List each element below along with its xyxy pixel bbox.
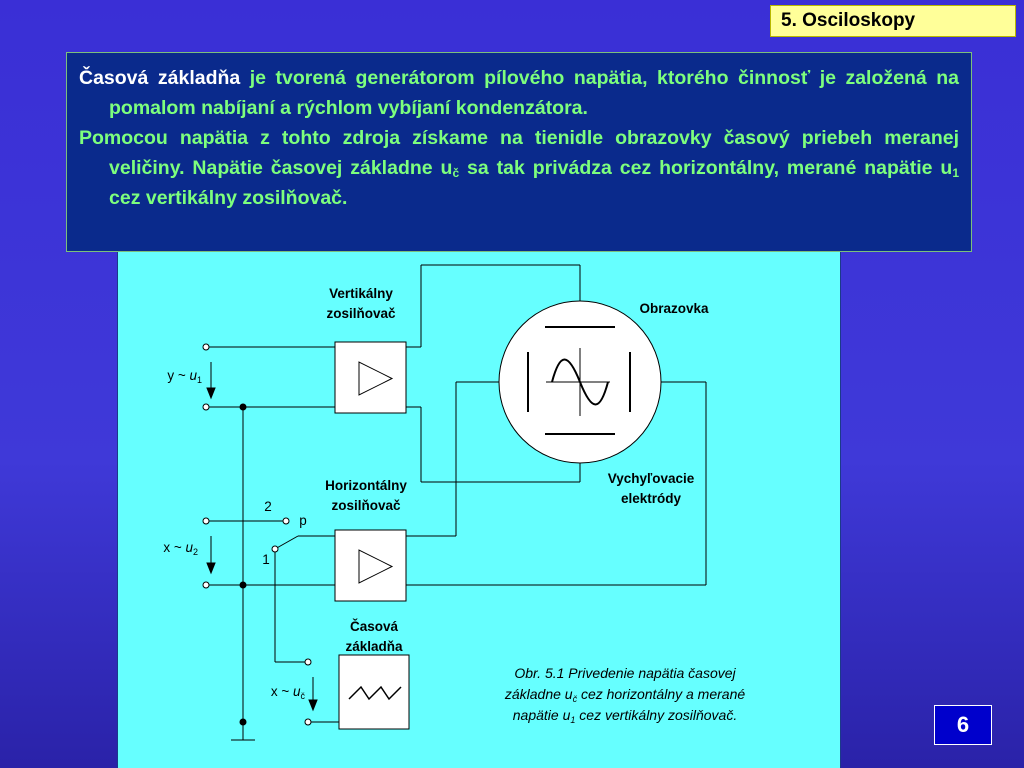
switch-position-2: 2 (264, 499, 272, 514)
switch-position-1: 1 (262, 552, 270, 567)
text-box (66, 52, 972, 252)
label-timebase-1: Časová (349, 619, 399, 634)
label-horizontal-amp-1: Horizontálny (325, 478, 407, 493)
paragraph-1-text: je tvorená generátorom pílového napätia, ktorého činnosť je založená na pomalom nabíjaní a rýchlom vybíjaní kondenzátora. (109, 67, 959, 119)
timebase-generator (339, 655, 409, 729)
caption-line-2: základne $u_č$ cez horizontálny a merané (504, 686, 746, 704)
input-y-label: y ~ $u_1$ (167, 368, 202, 385)
horizontal-amplifier (335, 530, 406, 601)
input-timebase-label: x ~ $u_č$ (270, 684, 305, 701)
label-vertical-amp-1: Vertikálny (329, 286, 393, 301)
paragraph-2 (79, 123, 959, 213)
terminals (203, 344, 311, 725)
label-timebase-2: základňa (345, 639, 403, 654)
switch-label: p (299, 513, 307, 528)
vertical-amplifier (335, 342, 406, 413)
term-timebase: Časová základňa (79, 67, 241, 89)
oscilloscope-block-diagram (118, 252, 842, 768)
caption-line-3: napätie $u_1$ cez vertikálny zosilňovač. (512, 707, 738, 725)
paragraph-2-text-b: sa tak privádza cez horizontálny, merané napätie u (459, 157, 953, 179)
label-screen: Obrazovka (639, 301, 709, 316)
diagram-panel (117, 252, 841, 768)
section-label: 5. Osciloskopy (770, 5, 1016, 37)
label-horizontal-amp-2: zosilňovač (331, 498, 401, 513)
paragraph-1 (79, 63, 959, 123)
caption-line-1: Obr. 5.1 Privedenie napätia časovej (514, 665, 736, 681)
label-vertical-amp-2: zosilňovač (326, 306, 396, 321)
input-x-label: x ~ $u_2$ (163, 540, 198, 557)
label-deflection-2: elektródy (620, 491, 682, 506)
paragraph-2-text-c: cez vertikálny zosilňovač. (109, 187, 348, 209)
crt-screen (499, 301, 661, 463)
subscript-c: č (452, 166, 460, 180)
paragraph-2-text-a: Pomocou napätia z tohto zdroja získame na tienidle obrazovky časový priebeh meranej veličiny. Napätie časovej základne u (79, 127, 959, 179)
page-number: 6 (934, 705, 992, 745)
subscript-1: 1 (952, 166, 959, 180)
label-deflection-1: Vychyľovacie (607, 471, 695, 486)
